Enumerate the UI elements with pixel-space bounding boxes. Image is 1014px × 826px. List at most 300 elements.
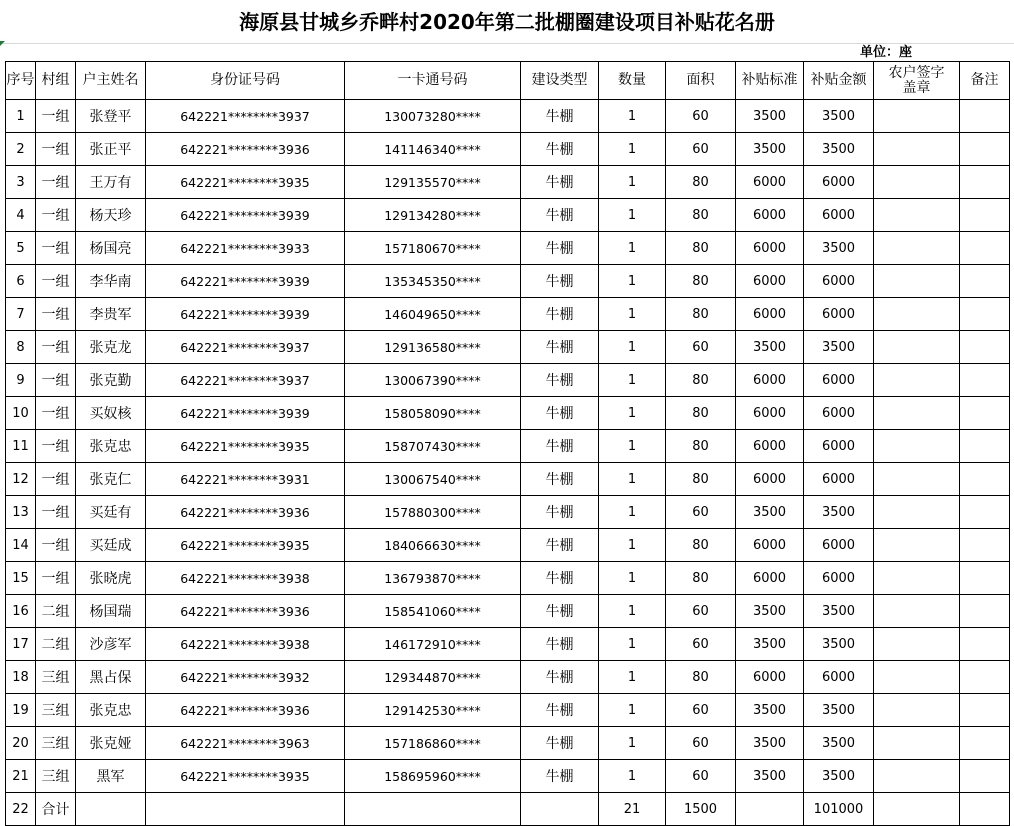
cell-subsidy-amount[interactable]: 3500 xyxy=(804,727,874,760)
cell-subsidy-standard[interactable]: 6000 xyxy=(736,364,804,397)
cell-signature[interactable] xyxy=(874,562,960,595)
cell-subsidy-standard[interactable]: 6000 xyxy=(736,430,804,463)
cell-subsidy-standard[interactable]: 6000 xyxy=(736,199,804,232)
table-row xyxy=(6,760,1010,793)
cell-build-type[interactable]: 牛棚 xyxy=(521,430,599,463)
table-row xyxy=(6,199,1010,232)
cell-subsidy-standard[interactable]: 6000 xyxy=(736,397,804,430)
cell-signature[interactable] xyxy=(874,232,960,265)
cell-remark[interactable] xyxy=(960,727,1010,760)
cell-subsidy-standard[interactable]: 3500 xyxy=(736,133,804,166)
cell-id-number[interactable]: 642221********3935 xyxy=(146,166,345,199)
cell-seq[interactable]: 10 xyxy=(6,397,36,430)
cell-quantity[interactable]: 1 xyxy=(599,694,666,727)
cell-seq[interactable]: 6 xyxy=(6,265,36,298)
cell-remark[interactable] xyxy=(960,595,1010,628)
cell-area[interactable]: 80 xyxy=(666,529,736,562)
cell-remark[interactable] xyxy=(960,529,1010,562)
cell-name[interactable]: 杨天珍 xyxy=(76,199,146,232)
cell-card-number[interactable]: 129134280**** xyxy=(345,199,521,232)
cell-area[interactable]: 60 xyxy=(666,694,736,727)
cell-area[interactable]: 80 xyxy=(666,397,736,430)
cell-group[interactable]: 二组 xyxy=(36,595,76,628)
cell-card-number[interactable]: 129142530**** xyxy=(345,694,521,727)
header-area[interactable]: 面积 xyxy=(666,62,736,100)
cell-name[interactable] xyxy=(76,793,146,826)
cell-group[interactable]: 一组 xyxy=(36,364,76,397)
header-seq[interactable]: 序号 xyxy=(6,62,36,100)
cell-area[interactable]: 80 xyxy=(666,364,736,397)
cell-id-number[interactable]: 642221********3937 xyxy=(146,100,345,133)
cell-remark[interactable] xyxy=(960,628,1010,661)
cell-area[interactable]: 80 xyxy=(666,265,736,298)
cell-group[interactable]: 二组 xyxy=(36,628,76,661)
cell-seq[interactable]: 20 xyxy=(6,727,36,760)
cell-build-type[interactable]: 牛棚 xyxy=(521,100,599,133)
cell-card-number[interactable]: 158707430**** xyxy=(345,430,521,463)
cell-subsidy-amount[interactable]: 6000 xyxy=(804,199,874,232)
cell-name[interactable]: 买奴核 xyxy=(76,397,146,430)
total-row xyxy=(6,793,1010,826)
cell-card-number[interactable]: 130067390**** xyxy=(345,364,521,397)
cell-remark[interactable] xyxy=(960,100,1010,133)
cell-build-type[interactable]: 牛棚 xyxy=(521,628,599,661)
cell-build-type[interactable]: 牛棚 xyxy=(521,232,599,265)
cell-signature[interactable] xyxy=(874,694,960,727)
cell-id-number[interactable]: 642221********3938 xyxy=(146,562,345,595)
table-row xyxy=(6,529,1010,562)
table-row xyxy=(6,595,1010,628)
cell-id-number[interactable]: 642221********3935 xyxy=(146,529,345,562)
cell-remark[interactable] xyxy=(960,463,1010,496)
cell-name[interactable]: 张正平 xyxy=(76,133,146,166)
cell-quantity[interactable]: 1 xyxy=(599,100,666,133)
cell-signature[interactable] xyxy=(874,364,960,397)
cell-id-number[interactable]: 642221********3932 xyxy=(146,661,345,694)
cell-id-number[interactable]: 642221********3931 xyxy=(146,463,345,496)
cell-signature[interactable] xyxy=(874,298,960,331)
cell-remark[interactable] xyxy=(960,199,1010,232)
cell-subsidy-amount[interactable]: 3500 xyxy=(804,133,874,166)
cell-signature[interactable] xyxy=(874,199,960,232)
cell-seq[interactable]: 17 xyxy=(6,628,36,661)
cell-subsidy-standard[interactable]: 3500 xyxy=(736,628,804,661)
cell-subsidy-amount[interactable]: 6000 xyxy=(804,364,874,397)
cell-id-number[interactable]: 642221********3939 xyxy=(146,265,345,298)
cell-name[interactable]: 张克龙 xyxy=(76,331,146,364)
cell-area[interactable]: 80 xyxy=(666,430,736,463)
cell-card-number[interactable]: 129344870**** xyxy=(345,661,521,694)
cell-group[interactable]: 一组 xyxy=(36,331,76,364)
header-name[interactable]: 户主姓名 xyxy=(76,62,146,100)
cell-group[interactable]: 三组 xyxy=(36,727,76,760)
cell-group[interactable]: 一组 xyxy=(36,562,76,595)
cell-signature[interactable] xyxy=(874,100,960,133)
cell-seq[interactable]: 9 xyxy=(6,364,36,397)
cell-build-type[interactable]: 牛棚 xyxy=(521,595,599,628)
cell-group[interactable]: 一组 xyxy=(36,199,76,232)
cell-name[interactable]: 黑军 xyxy=(76,760,146,793)
cell-subsidy-amount[interactable]: 3500 xyxy=(804,760,874,793)
cell-id-number[interactable]: 642221********3935 xyxy=(146,430,345,463)
cell-build-type[interactable]: 牛棚 xyxy=(521,661,599,694)
header-subsidy-amount[interactable]: 补贴金额 xyxy=(804,62,874,100)
cell-remark[interactable] xyxy=(960,694,1010,727)
cell-group[interactable]: 一组 xyxy=(36,100,76,133)
cell-seq[interactable]: 7 xyxy=(6,298,36,331)
cell-subsidy-standard[interactable]: 6000 xyxy=(736,166,804,199)
cell-group[interactable]: 三组 xyxy=(36,760,76,793)
cell-area[interactable]: 80 xyxy=(666,166,736,199)
table-row xyxy=(6,496,1010,529)
cell-card-number[interactable]: 146049650**** xyxy=(345,298,521,331)
cell-signature[interactable] xyxy=(874,793,960,826)
cell-name[interactable]: 沙彦军 xyxy=(76,628,146,661)
header-group[interactable]: 村组 xyxy=(36,62,76,100)
cell-remark[interactable] xyxy=(960,430,1010,463)
cell-card-number[interactable] xyxy=(345,793,521,826)
cell-area[interactable]: 60 xyxy=(666,331,736,364)
cell-card-number[interactable]: 141146340**** xyxy=(345,133,521,166)
cell-id-number[interactable]: 642221********3936 xyxy=(146,496,345,529)
cell-card-number[interactable]: 157880300**** xyxy=(345,496,521,529)
subsidy-roster-table xyxy=(5,61,1010,826)
cell-comment-marker-icon xyxy=(0,41,5,46)
cell-seq[interactable]: 1 xyxy=(6,100,36,133)
cell-quantity[interactable]: 1 xyxy=(599,595,666,628)
cell-signature[interactable] xyxy=(874,529,960,562)
cell-area[interactable]: 80 xyxy=(666,463,736,496)
cell-remark[interactable] xyxy=(960,298,1010,331)
cell-card-number[interactable]: 130067540**** xyxy=(345,463,521,496)
cell-seq[interactable]: 14 xyxy=(6,529,36,562)
cell-subsidy-standard[interactable]: 6000 xyxy=(736,661,804,694)
cell-seq[interactable]: 3 xyxy=(6,166,36,199)
cell-subsidy-amount[interactable]: 3500 xyxy=(804,628,874,661)
cell-group[interactable]: 一组 xyxy=(36,298,76,331)
cell-signature[interactable] xyxy=(874,595,960,628)
table-row xyxy=(6,463,1010,496)
table-row xyxy=(6,133,1010,166)
cell-group[interactable]: 一组 xyxy=(36,265,76,298)
cell-subsidy-standard[interactable]: 3500 xyxy=(736,694,804,727)
cell-area[interactable]: 80 xyxy=(666,298,736,331)
cell-area[interactable]: 80 xyxy=(666,562,736,595)
table-row xyxy=(6,430,1010,463)
cell-subsidy-standard[interactable]: 3500 xyxy=(736,100,804,133)
header-id-number[interactable]: 身份证号码 xyxy=(146,62,345,100)
cell-card-number[interactable]: 135345350**** xyxy=(345,265,521,298)
cell-subsidy-standard[interactable]: 6000 xyxy=(736,232,804,265)
cell-name[interactable]: 张登平 xyxy=(76,100,146,133)
cell-area[interactable]: 60 xyxy=(666,496,736,529)
cell-subsidy-standard[interactable]: 6000 xyxy=(736,529,804,562)
cell-quantity[interactable]: 1 xyxy=(599,133,666,166)
total-quantity[interactable]: 21 xyxy=(599,793,666,826)
header-signature[interactable]: 农户签字盖章 xyxy=(874,62,960,100)
cell-subsidy-amount[interactable]: 6000 xyxy=(804,430,874,463)
cell-remark[interactable] xyxy=(960,133,1010,166)
cell-signature[interactable] xyxy=(874,463,960,496)
cell-remark[interactable] xyxy=(960,562,1010,595)
cell-quantity[interactable]: 1 xyxy=(599,496,666,529)
cell-seq[interactable]: 13 xyxy=(6,496,36,529)
cell-group[interactable]: 一组 xyxy=(36,463,76,496)
cell-name[interactable]: 李贵军 xyxy=(76,298,146,331)
cell-remark[interactable] xyxy=(960,760,1010,793)
cell-id-number[interactable]: 642221********3936 xyxy=(146,595,345,628)
cell-card-number[interactable]: 146172910**** xyxy=(345,628,521,661)
cell-build-type[interactable]: 牛棚 xyxy=(521,166,599,199)
cell-name[interactable]: 张克勤 xyxy=(76,364,146,397)
cell-area[interactable]: 60 xyxy=(666,727,736,760)
cell-id-number[interactable]: 642221********3935 xyxy=(146,760,345,793)
cell-subsidy-amount[interactable]: 6000 xyxy=(804,463,874,496)
cell-quantity[interactable]: 1 xyxy=(599,166,666,199)
cell-id-number[interactable]: 642221********3937 xyxy=(146,331,345,364)
cell-subsidy-amount[interactable]: 3500 xyxy=(804,100,874,133)
cell-name[interactable]: 买廷有 xyxy=(76,496,146,529)
cell-subsidy-amount[interactable]: 6000 xyxy=(804,562,874,595)
cell-build-type[interactable]: 牛棚 xyxy=(521,463,599,496)
table-row xyxy=(6,331,1010,364)
table-row xyxy=(6,628,1010,661)
cell-id-number[interactable]: 642221********3933 xyxy=(146,232,345,265)
cell-remark[interactable] xyxy=(960,166,1010,199)
cell-subsidy-amount[interactable]: 6000 xyxy=(804,265,874,298)
cell-subsidy-amount[interactable]: 6000 xyxy=(804,529,874,562)
cell-group[interactable]: 一组 xyxy=(36,397,76,430)
cell-id-number[interactable]: 642221********3963 xyxy=(146,727,345,760)
cell-area[interactable]: 60 xyxy=(666,595,736,628)
cell-build-type[interactable]: 牛棚 xyxy=(521,760,599,793)
cell-subsidy-amount[interactable]: 3500 xyxy=(804,496,874,529)
cell-subsidy-standard[interactable]: 6000 xyxy=(736,265,804,298)
cell-remark[interactable] xyxy=(960,496,1010,529)
cell-id-number[interactable]: 642221********3936 xyxy=(146,694,345,727)
cell-name[interactable]: 李华南 xyxy=(76,265,146,298)
cell-seq[interactable]: 4 xyxy=(6,199,36,232)
cell-id-number[interactable]: 642221********3939 xyxy=(146,199,345,232)
cell-quantity[interactable]: 1 xyxy=(599,364,666,397)
cell-build-type[interactable]: 牛棚 xyxy=(521,298,599,331)
cell-subsidy-amount[interactable]: 6000 xyxy=(804,298,874,331)
cell-seq[interactable]: 12 xyxy=(6,463,36,496)
cell-signature[interactable] xyxy=(874,661,960,694)
total-seq[interactable]: 22 xyxy=(6,793,36,826)
cell-subsidy-standard[interactable]: 3500 xyxy=(736,496,804,529)
cell-group[interactable]: 一组 xyxy=(36,133,76,166)
cell-card-number[interactable]: 184066630**** xyxy=(345,529,521,562)
cell-remark[interactable] xyxy=(960,793,1010,826)
cell-quantity[interactable]: 1 xyxy=(599,562,666,595)
cell-group[interactable]: 一组 xyxy=(36,166,76,199)
cell-card-number[interactable]: 129135570**** xyxy=(345,166,521,199)
cell-area[interactable]: 80 xyxy=(666,661,736,694)
cell-signature[interactable] xyxy=(874,331,960,364)
cell-subsidy-standard[interactable]: 6000 xyxy=(736,463,804,496)
cell-seq[interactable]: 19 xyxy=(6,694,36,727)
cell-subsidy-amount[interactable]: 3500 xyxy=(804,595,874,628)
cell-id-number[interactable]: 642221********3939 xyxy=(146,298,345,331)
roster-body xyxy=(6,100,1010,826)
cell-subsidy-amount[interactable]: 3500 xyxy=(804,331,874,364)
cell-subsidy-standard[interactable]: 3500 xyxy=(736,727,804,760)
cell-seq[interactable]: 16 xyxy=(6,595,36,628)
cell-id-number[interactable]: 642221********3939 xyxy=(146,397,345,430)
cell-remark[interactable] xyxy=(960,232,1010,265)
cell-name[interactable]: 张晓虎 xyxy=(76,562,146,595)
table-row xyxy=(6,727,1010,760)
cell-signature[interactable] xyxy=(874,133,960,166)
cell-build-type[interactable]: 牛棚 xyxy=(521,529,599,562)
cell-build-type[interactable]: 牛棚 xyxy=(521,265,599,298)
cell-name[interactable]: 杨国瑞 xyxy=(76,595,146,628)
cell-remark[interactable] xyxy=(960,265,1010,298)
cell-group[interactable]: 一组 xyxy=(36,529,76,562)
cell-signature[interactable] xyxy=(874,166,960,199)
cell-seq[interactable]: 18 xyxy=(6,661,36,694)
cell-id-number[interactable]: 642221********3937 xyxy=(146,364,345,397)
cell-quantity[interactable]: 1 xyxy=(599,529,666,562)
cell-quantity[interactable]: 1 xyxy=(599,298,666,331)
cell-subsidy-standard[interactable]: 6000 xyxy=(736,298,804,331)
cell-build-type[interactable]: 牛棚 xyxy=(521,199,599,232)
cell-id-number[interactable] xyxy=(146,793,345,826)
cell-build-type[interactable] xyxy=(521,793,599,826)
cell-signature[interactable] xyxy=(874,265,960,298)
cell-remark[interactable] xyxy=(960,331,1010,364)
header-card-number[interactable]: 一卡通号码 xyxy=(345,62,521,100)
total-area[interactable]: 1500 xyxy=(666,793,736,826)
cell-remark[interactable] xyxy=(960,397,1010,430)
cell-subsidy-amount[interactable]: 6000 xyxy=(804,166,874,199)
cell-id-number[interactable]: 642221********3938 xyxy=(146,628,345,661)
cell-subsidy-amount[interactable]: 3500 xyxy=(804,232,874,265)
cell-quantity[interactable]: 1 xyxy=(599,331,666,364)
header-quantity[interactable]: 数量 xyxy=(599,62,666,100)
cell-subsidy-amount[interactable]: 6000 xyxy=(804,661,874,694)
cell-build-type[interactable]: 牛棚 xyxy=(521,397,599,430)
cell-seq[interactable]: 8 xyxy=(6,331,36,364)
cell-subsidy-standard[interactable] xyxy=(736,793,804,826)
cell-card-number[interactable]: 130073280**** xyxy=(345,100,521,133)
cell-subsidy-standard[interactable]: 3500 xyxy=(736,331,804,364)
cell-subsidy-standard[interactable]: 3500 xyxy=(736,760,804,793)
cell-card-number[interactable]: 158058090**** xyxy=(345,397,521,430)
cell-area[interactable]: 60 xyxy=(666,133,736,166)
cell-group[interactable]: 三组 xyxy=(36,694,76,727)
table-row xyxy=(6,100,1010,133)
cell-quantity[interactable]: 1 xyxy=(599,265,666,298)
cell-signature[interactable] xyxy=(874,397,960,430)
cell-build-type[interactable]: 牛棚 xyxy=(521,727,599,760)
unit-label: 单位：座 xyxy=(860,45,913,60)
cell-seq[interactable]: 5 xyxy=(6,232,36,265)
cell-group[interactable]: 三组 xyxy=(36,661,76,694)
cell-card-number[interactable]: 157180670**** xyxy=(345,232,521,265)
cell-name[interactable]: 张克娅 xyxy=(76,727,146,760)
cell-area[interactable]: 60 xyxy=(666,100,736,133)
cell-quantity[interactable]: 1 xyxy=(599,463,666,496)
table-row xyxy=(6,232,1010,265)
cell-card-number[interactable]: 158541060**** xyxy=(345,595,521,628)
total-amount[interactable]: 101000 xyxy=(804,793,874,826)
cell-signature[interactable] xyxy=(874,496,960,529)
cell-name[interactable]: 王万有 xyxy=(76,166,146,199)
cell-subsidy-standard[interactable]: 6000 xyxy=(736,562,804,595)
cell-quantity[interactable]: 1 xyxy=(599,661,666,694)
cell-signature[interactable] xyxy=(874,628,960,661)
cell-seq[interactable]: 2 xyxy=(6,133,36,166)
cell-remark[interactable] xyxy=(960,661,1010,694)
table-row xyxy=(6,661,1010,694)
total-label[interactable]: 合计 xyxy=(36,793,76,826)
cell-remark[interactable] xyxy=(960,364,1010,397)
header-subsidy-standard[interactable]: 补贴标准 xyxy=(736,62,804,100)
cell-subsidy-amount[interactable]: 3500 xyxy=(804,694,874,727)
cell-quantity[interactable]: 1 xyxy=(599,727,666,760)
cell-group[interactable]: 一组 xyxy=(36,430,76,463)
cell-signature[interactable] xyxy=(874,727,960,760)
cell-quantity[interactable]: 1 xyxy=(599,430,666,463)
cell-group[interactable]: 一组 xyxy=(36,496,76,529)
cell-area[interactable]: 80 xyxy=(666,199,736,232)
cell-build-type[interactable]: 牛棚 xyxy=(521,694,599,727)
cell-build-type[interactable]: 牛棚 xyxy=(521,562,599,595)
cell-card-number[interactable]: 158695960**** xyxy=(345,760,521,793)
cell-name[interactable]: 张克忠 xyxy=(76,694,146,727)
cell-name[interactable]: 杨国亮 xyxy=(76,232,146,265)
cell-area[interactable]: 60 xyxy=(666,628,736,661)
cell-group[interactable]: 一组 xyxy=(36,232,76,265)
cell-seq[interactable]: 11 xyxy=(6,430,36,463)
cell-seq[interactable]: 15 xyxy=(6,562,36,595)
header-build-type[interactable]: 建设类型 xyxy=(521,62,599,100)
table-row xyxy=(6,694,1010,727)
cell-area[interactable]: 60 xyxy=(666,760,736,793)
cell-card-number[interactable]: 129136580**** xyxy=(345,331,521,364)
cell-quantity[interactable]: 1 xyxy=(599,232,666,265)
cell-quantity[interactable]: 1 xyxy=(599,397,666,430)
cell-name[interactable]: 黑占保 xyxy=(76,661,146,694)
cell-build-type[interactable]: 牛棚 xyxy=(521,364,599,397)
header-remark[interactable]: 备注 xyxy=(960,62,1010,100)
cell-card-number[interactable]: 136793870**** xyxy=(345,562,521,595)
cell-seq[interactable]: 21 xyxy=(6,760,36,793)
page-title: 海原县甘城乡乔畔村2020年第二批棚圈建设项目补贴花名册 xyxy=(239,10,775,34)
cell-id-number[interactable]: 642221********3936 xyxy=(146,133,345,166)
cell-quantity[interactable]: 1 xyxy=(599,199,666,232)
cell-build-type[interactable]: 牛棚 xyxy=(521,133,599,166)
cell-signature[interactable] xyxy=(874,760,960,793)
cell-area[interactable]: 80 xyxy=(666,232,736,265)
cell-build-type[interactable]: 牛棚 xyxy=(521,331,599,364)
table-row xyxy=(6,166,1010,199)
cell-card-number[interactable]: 157186860**** xyxy=(345,727,521,760)
cell-quantity[interactable]: 1 xyxy=(599,628,666,661)
cell-build-type[interactable]: 牛棚 xyxy=(521,496,599,529)
cell-quantity[interactable]: 1 xyxy=(599,760,666,793)
table-row xyxy=(6,562,1010,595)
cell-name[interactable]: 张克仁 xyxy=(76,463,146,496)
cell-name[interactable]: 买廷成 xyxy=(76,529,146,562)
cell-name[interactable]: 张克忠 xyxy=(76,430,146,463)
cell-subsidy-standard[interactable]: 3500 xyxy=(736,595,804,628)
cell-signature[interactable] xyxy=(874,430,960,463)
table-row xyxy=(6,298,1010,331)
cell-subsidy-amount[interactable]: 6000 xyxy=(804,397,874,430)
